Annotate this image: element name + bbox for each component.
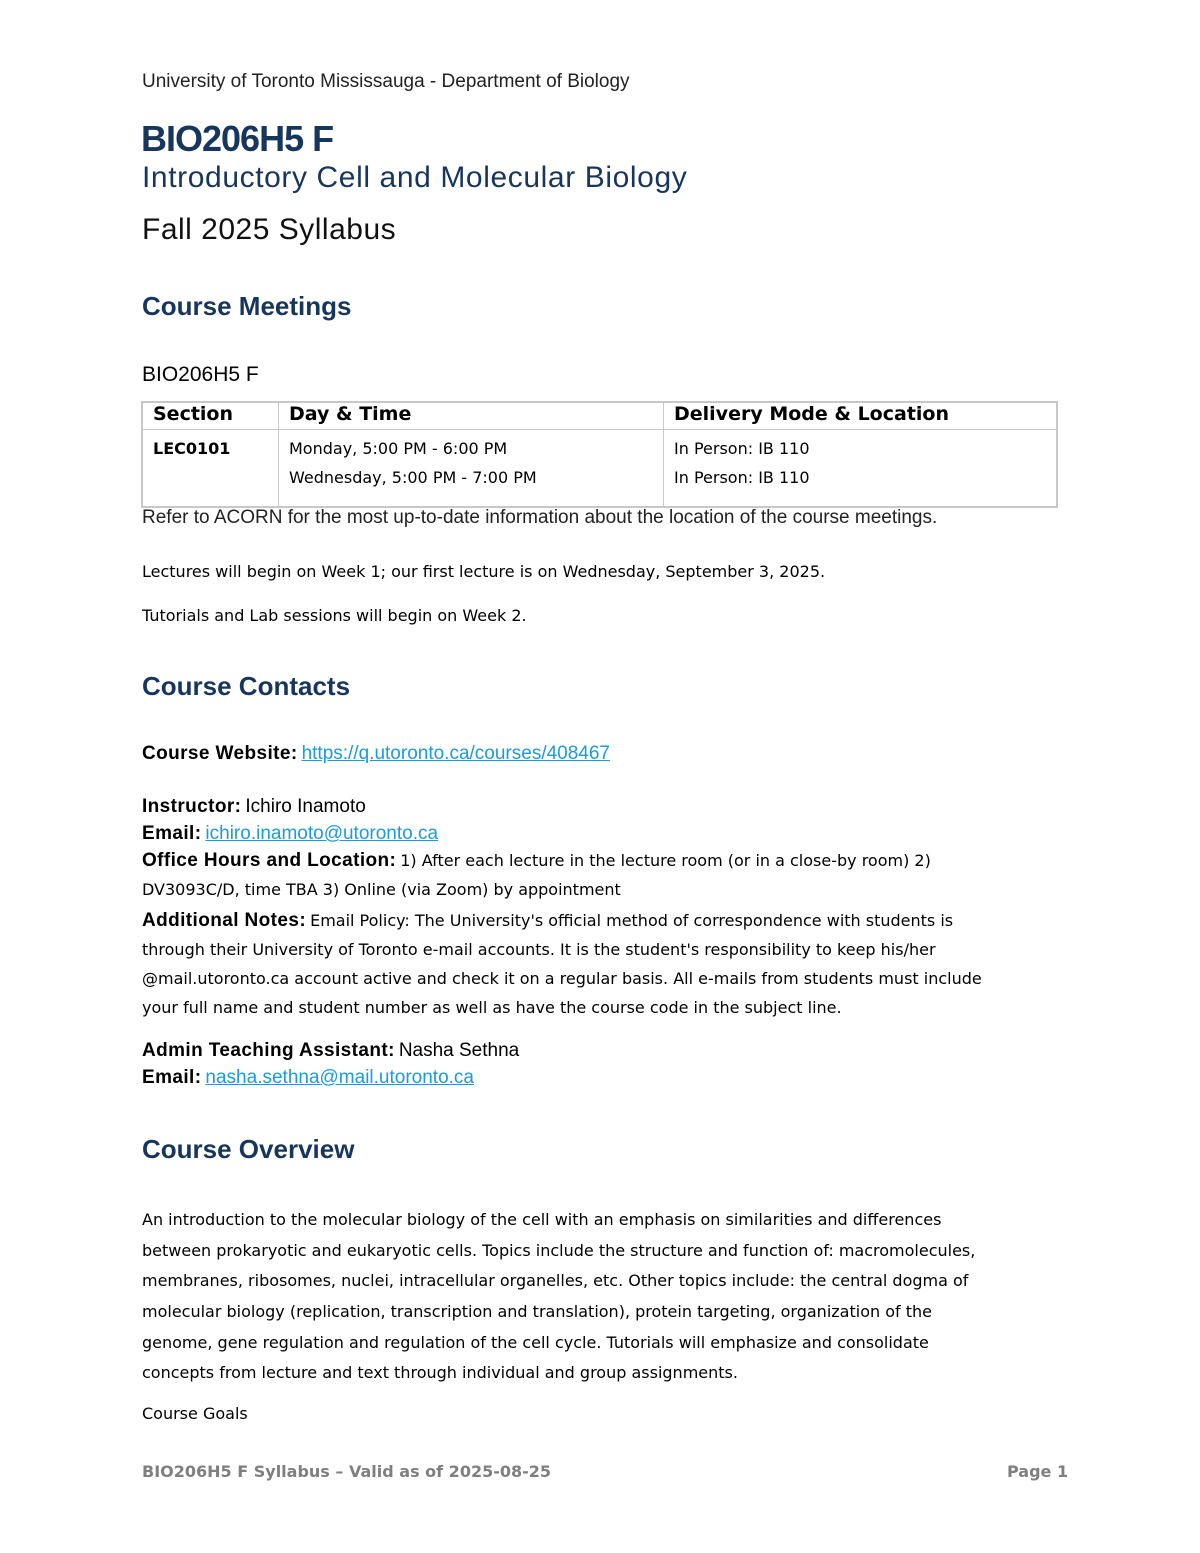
- ta-label: Admin Teaching Assistant:: [142, 1040, 395, 1061]
- notes-line: @mail.utoronto.ca account active and check it on a regular basis. All e-mails from students must include: [142, 969, 982, 988]
- notes-line: through their University of Toronto e-mail accounts. It is the student's responsibility to keep his/her: [142, 940, 936, 959]
- tutorials-note: Tutorials and Lab sessions will begin on Week 2.: [142, 606, 527, 625]
- course-code-title: BIO206H5 F: [141, 118, 334, 159]
- office-hours-row: [142, 850, 931, 872]
- cell-section: [142, 430, 279, 508]
- cell-day-time: [279, 430, 664, 508]
- meeting-time: Monday, 5:00 PM - 6:00 PM: [289, 439, 508, 458]
- ta-row: [142, 1040, 519, 1062]
- ta-name: Nasha Sethna: [398, 1040, 520, 1061]
- section-value: LEC0101: [153, 439, 231, 458]
- footer-page-number: Page 1: [1007, 1462, 1069, 1481]
- heading-course-contacts: Course Contacts: [142, 671, 351, 701]
- section-course-code: BIO206H5 F: [142, 363, 259, 386]
- meeting-location: In Person: IB 110: [674, 468, 810, 487]
- office-hours-label: Office Hours and Location:: [142, 850, 397, 871]
- overview-line: genome, gene regulation and regulation of the cell cycle. Tutorials will emphasize and consolidate: [142, 1332, 929, 1352]
- ta-email-label: Email:: [142, 1067, 202, 1088]
- column-header-delivery: Delivery Mode & Location: [664, 402, 1058, 430]
- term-title: Fall 2025 Syllabus: [142, 213, 397, 246]
- email-label: Email:: [142, 823, 202, 844]
- ta-email-row: [142, 1067, 474, 1089]
- additional-notes-label: Additional Notes:: [142, 910, 307, 931]
- meeting-location: In Person: IB 110: [674, 439, 810, 458]
- footer-validity: BIO206H5 F Syllabus – Valid as of 2025-08-25: [142, 1462, 552, 1481]
- course-website-link[interactable]: https://q.utoronto.ca/courses/408467: [301, 743, 611, 764]
- lectures-note: Lectures will begin on Week 1; our first lecture is on Wednesday, September 3, 2025.: [142, 562, 826, 581]
- course-goals-label: Course Goals: [142, 1404, 248, 1423]
- instructor-row: [142, 796, 366, 818]
- additional-notes: [142, 906, 1072, 1022]
- office-hours-text-cont: DV3093C/D, time TBA 3) Online (via Zoom) by appointment: [142, 880, 621, 899]
- column-header-day-time: Day & Time: [279, 402, 664, 430]
- course-title: Introductory Cell and Molecular Biology: [142, 161, 688, 194]
- heading-course-overview: Course Overview: [142, 1134, 355, 1164]
- cell-delivery: [664, 430, 1058, 508]
- meetings-table: [141, 401, 1058, 508]
- overview-line: molecular biology (replication, transcription and translation), protein targeting, organization of the: [142, 1302, 932, 1322]
- notes-text: Email Policy: The University's official method of correspondence with students is: [310, 911, 954, 930]
- overview-line: membranes, ribosomes, nuclei, intracellular organelles, etc. Other topics include: the central dogma of: [142, 1271, 969, 1291]
- overview-line: between prokaryotic and eukaryotic cells. Topics include the structure and function of: macromolecules,: [142, 1240, 976, 1260]
- instructor-email-row: [142, 823, 438, 845]
- website-row: [142, 743, 610, 765]
- overview-line: An introduction to the molecular biology of the cell with an emphasis on similarities and differences: [142, 1210, 942, 1229]
- column-header-section: Section: [142, 402, 279, 430]
- office-hours-text: 1) After each lecture in the lecture room (or in a close-by room) 2): [400, 851, 931, 870]
- overview-paragraph: [142, 1205, 1072, 1389]
- table-header-row: [142, 402, 1057, 430]
- acorn-note: Refer to ACORN for the most up-to-date information about the location of the course meetings.: [142, 507, 938, 528]
- notes-line: [142, 906, 1072, 935]
- instructor-label: Instructor:: [142, 796, 242, 817]
- overview-line: concepts from lecture and text through individual and group assignments.: [142, 1363, 738, 1383]
- ta-email-link[interactable]: nasha.sethna@mail.utoronto.ca: [205, 1067, 474, 1088]
- heading-course-meetings: Course Meetings: [142, 291, 352, 321]
- instructor-email-link[interactable]: ichiro.inamoto@utoronto.ca: [205, 823, 439, 844]
- meeting-time: Wednesday, 5:00 PM - 7:00 PM: [289, 468, 537, 487]
- website-label: Course Website:: [142, 743, 298, 764]
- table-row: [142, 430, 1057, 508]
- notes-line: your full name and student number as well as have the course code in the subject line.: [142, 998, 842, 1017]
- institution-header: University of Toronto Mississauga - Department of Biology: [142, 71, 630, 92]
- instructor-name: Ichiro Inamoto: [245, 796, 366, 817]
